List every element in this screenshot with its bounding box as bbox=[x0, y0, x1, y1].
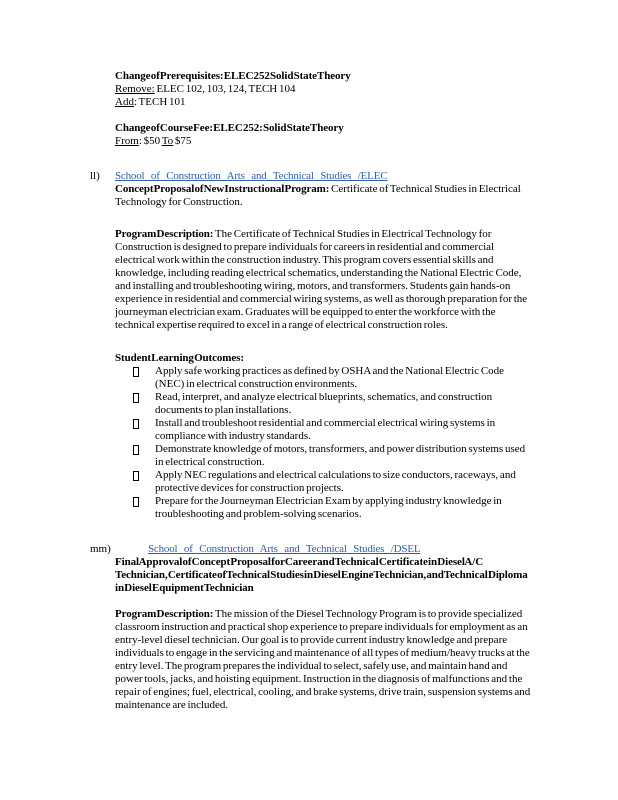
school-construction-dsel-link[interactable]: School of Construction Arts and Technical Studies /DSEL bbox=[148, 543, 421, 555]
list-item bbox=[133, 365, 535, 391]
remove-line bbox=[115, 83, 532, 96]
concept-proposal-heading-bold: Concept Proposal of New Instructional Program: bbox=[115, 183, 330, 195]
list-item bbox=[133, 391, 535, 417]
fee-change-line bbox=[115, 135, 532, 148]
missing-glyph-bullet-icon bbox=[133, 471, 139, 481]
change-course-fee-block bbox=[115, 122, 532, 148]
item-ll-label: ll) bbox=[90, 170, 100, 182]
list-item bbox=[133, 495, 535, 521]
change-prerequisites-block bbox=[115, 70, 532, 109]
fee-to-value: $75 bbox=[173, 135, 192, 147]
item-ll-header bbox=[90, 170, 532, 183]
elec-program-description-text: The Certificate of Technical Studies in Electrical Technology for Construction is designed to prepare individuals for careers in residential and commercial electrical work within the construction industry. This program covers essential skills and knowledge, including reading electrical schematics, understanding the National Electric Code, and installing and troubleshooting wiring, motors, and transformers. Students gain hands-on experience in residential and commercial wiring systems, as well as thorough preparation for the journeyman electrician exam. Graduates will be equipped to enter the workforce with the technical expertise required to excel in a range of electrical construction roles. bbox=[115, 228, 528, 331]
outcome-text: Read, interpret, and analyze electrical blueprints, schematics, and construction documents to plan installations. bbox=[155, 391, 493, 416]
missing-glyph-bullet-icon bbox=[133, 367, 139, 377]
item-ll-body bbox=[115, 183, 535, 521]
change-course-fee-title: Change of Course Fee: ELEC 252: Solid State Theory bbox=[115, 122, 344, 134]
remove-value: ELEC 102, 103, 124, TECH 104 bbox=[154, 83, 296, 95]
outcome-text: Demonstrate knowledge of motors, transformers, and power distribution systems used in electrical construction. bbox=[155, 443, 526, 468]
item-mm-header bbox=[90, 543, 532, 556]
add-line bbox=[115, 96, 532, 109]
diesel-program-description-text: The mission of the Diesel Technology Program is to provide specialized classroom instruction and practical shop experience to prepare individuals for employment as an entry-level diesel technician. Our goal is to provide current industry knowledge and prepare individuals to engage in the servicing and maintenance of all types of medium/heavy trucks at the entry level. The program prepares the individual to select, safely use, and maintain hand and power tools, jacks, and hoisting equipment. Instruction in the diagnosis of malfunctions and the repair of engines; fuel, electrical, cooling, and brake systems, drive train, suspension systems and maintenance are included. bbox=[115, 608, 531, 711]
item-ll bbox=[90, 170, 532, 521]
fee-from-value: : $50 bbox=[138, 135, 162, 147]
change-prerequisites-title: Change of Prerequisites: ELEC 252 Solid State Theory bbox=[115, 70, 351, 82]
item-mm-body bbox=[115, 556, 535, 712]
list-item bbox=[133, 417, 535, 443]
fee-from-label: From bbox=[115, 135, 139, 147]
add-value: : TECH 101 bbox=[133, 96, 186, 108]
document-content bbox=[90, 70, 532, 712]
missing-glyph-bullet-icon bbox=[133, 445, 139, 455]
missing-glyph-bullet-icon bbox=[133, 419, 139, 429]
missing-glyph-bullet-icon bbox=[133, 393, 139, 403]
final-approval-heading: Final Approval of Concept Proposal for Career and Technical Certificate in Diesel A/C Technician, Certificate of Technical Studies in Diesel Engine Technician, and Technical Diploma in Diesel Equipment Technician bbox=[115, 556, 528, 594]
concept-proposal-heading-rest: Certificate of Technical Studies in Electrical Technology for Construction. bbox=[115, 183, 521, 208]
elec-program-description-label: Program Description: bbox=[115, 228, 214, 240]
student-learning-outcomes-heading: Student Learning Outcomes: bbox=[115, 352, 244, 364]
outcome-text: Apply safe working practices as defined by OSHA and the National Electric Code (NEC) in electrical construction environments. bbox=[155, 365, 505, 390]
diesel-program-description bbox=[115, 608, 535, 712]
student-learning-outcomes-list bbox=[115, 365, 535, 521]
outcome-text: Install and troubleshoot residential and commercial electrical wiring systems in compliance with industry standards. bbox=[155, 417, 496, 442]
add-label: Add bbox=[115, 96, 134, 108]
item-mm-label: mm) bbox=[90, 543, 111, 555]
remove-label: Remove: bbox=[115, 83, 155, 95]
fee-to-label: To bbox=[161, 135, 174, 147]
list-item bbox=[133, 469, 535, 495]
concept-proposal-heading bbox=[115, 183, 535, 209]
outcome-text: Apply NEC regulations and electrical calculations to size conductors, raceways, and protective devices for construction projects. bbox=[155, 469, 516, 494]
school-construction-elec-link[interactable]: School of Construction Arts and Technical Studies /ELEC bbox=[115, 170, 388, 182]
elec-program-description bbox=[115, 228, 535, 332]
outcome-text: Prepare for the Journeyman Electrician Exam by applying industry knowledge in troubleshooting and problem-solving scenarios. bbox=[155, 495, 502, 520]
missing-glyph-bullet-icon bbox=[133, 497, 139, 507]
item-mm bbox=[90, 543, 532, 712]
diesel-program-description-label: Program Description: bbox=[115, 608, 214, 620]
list-item bbox=[133, 443, 535, 469]
